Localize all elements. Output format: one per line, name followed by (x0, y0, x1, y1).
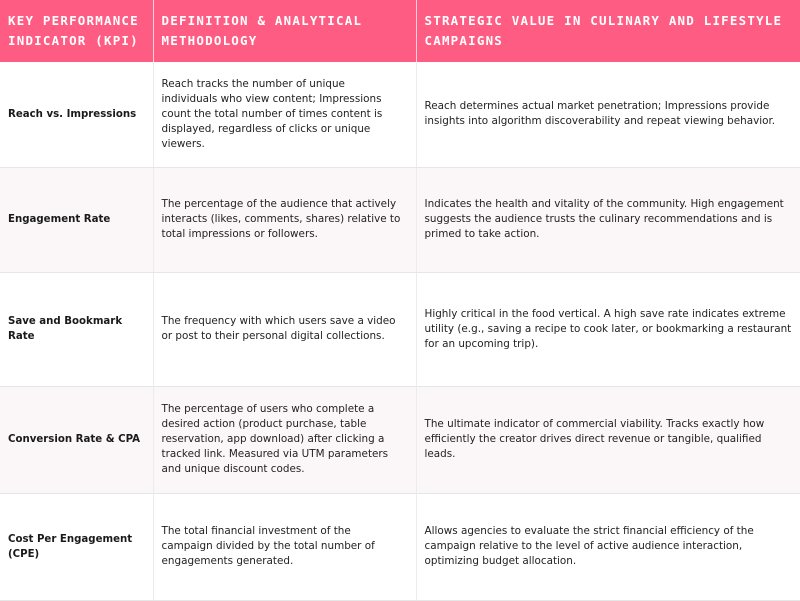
kpi-strategic-value: Allows agencies to evaluate the strict financial efficiency of the campaign relative to the level of active audience interaction, optimizing budget allocation. (416, 493, 800, 600)
kpi-name: Conversion Rate & CPA (0, 386, 153, 493)
table-row (0, 167, 800, 272)
kpi-definition: Reach tracks the number of unique individuals who view content; Impressions count the total number of times content is displayed, regardless of clicks or unique viewers. (153, 62, 416, 167)
kpi-strategic-value: Indicates the health and vitality of the community. High engagement suggests the audience trusts the culinary recommendations and is primed to take action. (416, 167, 800, 272)
table-header (0, 0, 800, 62)
kpi-definition: The total financial investment of the campaign divided by the total number of engagements generated. (153, 493, 416, 600)
table-row (0, 493, 800, 600)
kpi-name: Save and Bookmark Rate (0, 272, 153, 386)
kpi-definition: The frequency with which users save a video or post to their personal digital collections. (153, 272, 416, 386)
kpi-definition: The percentage of the audience that actively interacts (likes, comments, shares) relative to total impressions or followers. (153, 167, 416, 272)
table-row (0, 272, 800, 386)
kpi-strategic-value: The ultimate indicator of commercial viability. Tracks exactly how efficiently the creator drives direct revenue or tangible, qualified leads. (416, 386, 800, 493)
header-row (0, 0, 800, 62)
kpi-name: Reach vs. Impressions (0, 62, 153, 167)
table-body (0, 62, 800, 600)
header-kpi: KEY PERFORMANCE INDICATOR (KPI) (0, 0, 153, 62)
table-row (0, 62, 800, 167)
header-strategic-value: STRATEGIC VALUE IN CULINARY AND LIFESTYLE CAMPAIGNS (416, 0, 800, 62)
header-definition: DEFINITION & ANALYTICAL METHODOLOGY (153, 0, 416, 62)
kpi-name: Engagement Rate (0, 167, 153, 272)
kpi-definition: The percentage of users who complete a desired action (product purchase, table reservation, app download) after clicking a tracked link. Measured via UTM parameters and unique discount codes. (153, 386, 416, 493)
kpi-strategic-value: Highly critical in the food vertical. A high save rate indicates extreme utility (e.g., saving a recipe to cook later, or bookmarking a restaurant for an upcoming trip). (416, 272, 800, 386)
kpi-strategic-value: Reach determines actual market penetration; Impressions provide insights into algorithm discoverability and repeat viewing behavior. (416, 62, 800, 167)
table-row (0, 386, 800, 493)
kpi-name: Cost Per Engagement (CPE) (0, 493, 153, 600)
